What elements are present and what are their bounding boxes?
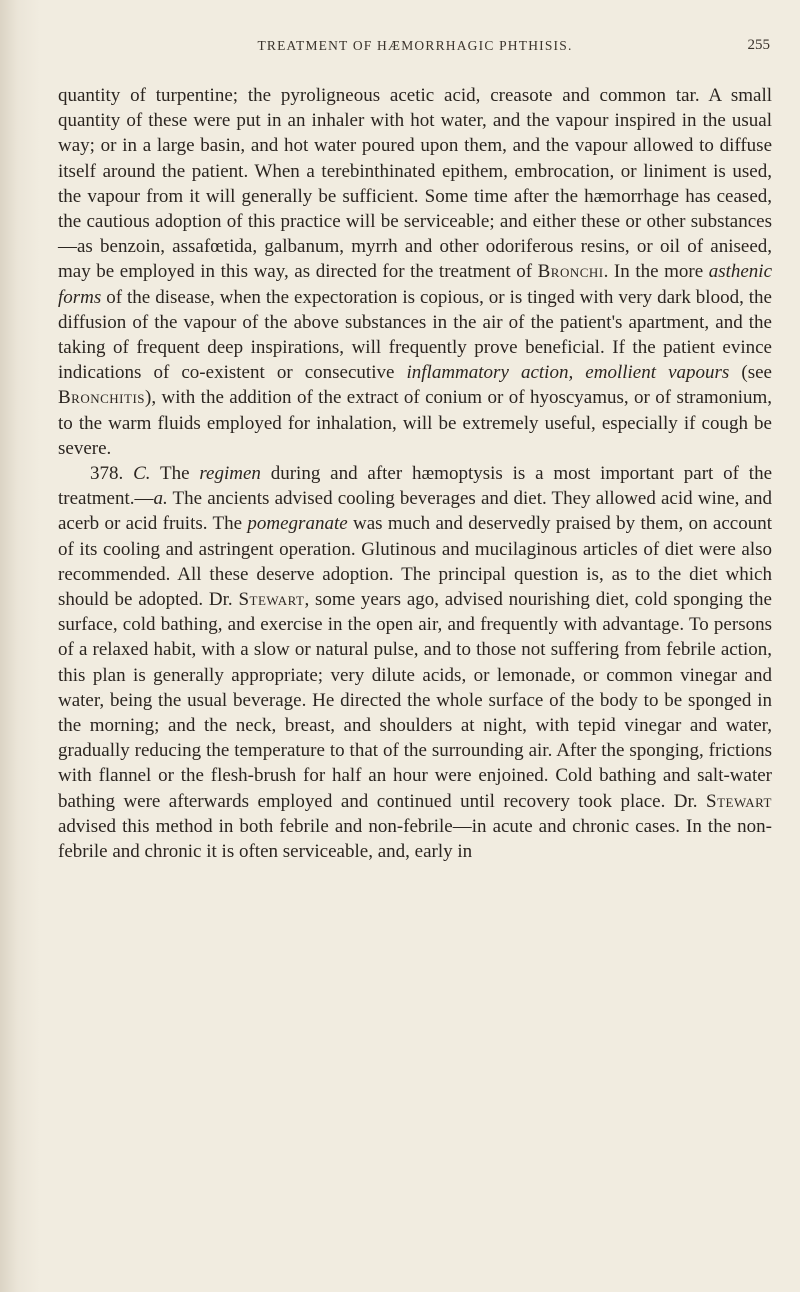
text-run: of the disease, when the expectoration is copious, or is tinged with very dark blood, the diffusion of the vapour of the above substances in the air of the patient's apartment, and the taking of frequent deep inspirations, will frequently prove beneficial. If the patient evince indications of co-existent or consecutive: [58, 286, 772, 384]
paragraph-regimen: [58, 461, 772, 864]
cross-reference: Bronchi: [537, 261, 604, 283]
text-run: during and after hæmoptysis is a most important part of the treatment.—: [58, 463, 773, 510]
text-run: advised this method in both febrile and non-febrile—in acute and chronic cases. In the non-febrile and chronic it is often serviceable, and, early in: [58, 815, 772, 863]
text-run: , some years ago, advised nourishing diet, cold sponging the surface, cold bathing, and exercise in the open air, and frequently with advantage. To persons of a relaxed habit, with a slow or natural pulse, and to those not suffering from febrile action, this plan is generally appropriate; very dilute acids, or lemonade, or common vinegar and water, being the usual beverage. He directed the whole surface of the body to be sponged in the morning; and the neck, breast, and shoulders at night, with tepid vinegar and water, gradually reducing the temperature to that of the surrounding air. After the sponging, frictions with flannel or the flesh-brush for half an hour were enjoined. Cold bathing and salt-water bathing were afterwards employed and continued until recovery took place. Dr.: [58, 589, 772, 812]
section-number: 378.: [90, 463, 134, 485]
author-name: Stewart: [238, 589, 305, 611]
emphasis: asthenic forms: [58, 261, 773, 308]
page-header: [60, 38, 770, 62]
emphasis: C.: [133, 463, 151, 485]
running-head: TREATMENT OF HÆMORRHAGIC PHTHISIS.: [257, 38, 573, 53]
emphasis: inflammatory action, emollient vapours: [406, 362, 730, 384]
body-text: [58, 83, 772, 864]
text-run: The: [150, 463, 200, 485]
text-run: . In the more: [603, 261, 709, 283]
emphasis: regimen: [199, 463, 261, 485]
author-name: Stewart: [706, 790, 772, 812]
text-run: (see: [729, 362, 772, 384]
page-number: 255: [747, 37, 770, 53]
emphasis: a.: [153, 488, 168, 510]
emphasis: pomegranate: [247, 513, 348, 535]
text-run: quantity of turpentine; the pyroligneous acetic acid, creasote and common tar. A small quantity of these were put in an inhaler with hot water, and the vapour inspired in the usual way; or in a large basin, and hot water poured upon them, and the vapour allowed to diffuse itself around the patient. When a terebinthinated epithem, embrocation, or liniment is used, the vapour from it will generally be sufficient. Some time after the hæmorrhage has ceased, the cautious adoption of this practice will be serviceable; and either these or other substances—as benzoin, assafœtida, galbanum, myrrh and other odoriferous resins, or oil of aniseed, may be employed in this way, as directed for the treatment of: [58, 85, 772, 283]
paragraph-inhalation: [58, 83, 772, 461]
text-run: was much and deservedly praised by them, on account of its cooling and astringent operation. Glutinous and mucilaginous articles of diet were also recommended. All these deserve adoption. The principal question is, as to the diet which should be adopted. Dr.: [58, 513, 772, 611]
cross-reference: Bronchitis: [58, 387, 146, 409]
text-run: The ancients advised cooling beverages and diet. They allowed acid wine, and acerb or acid fruits. The: [58, 488, 772, 535]
text-run: ), with the addition of the extract of conium or of hyoscyamus, or of stramonium, to the warm fluids employed for inhalation, will be extremely useful, especially if cough be severe.: [58, 387, 772, 459]
